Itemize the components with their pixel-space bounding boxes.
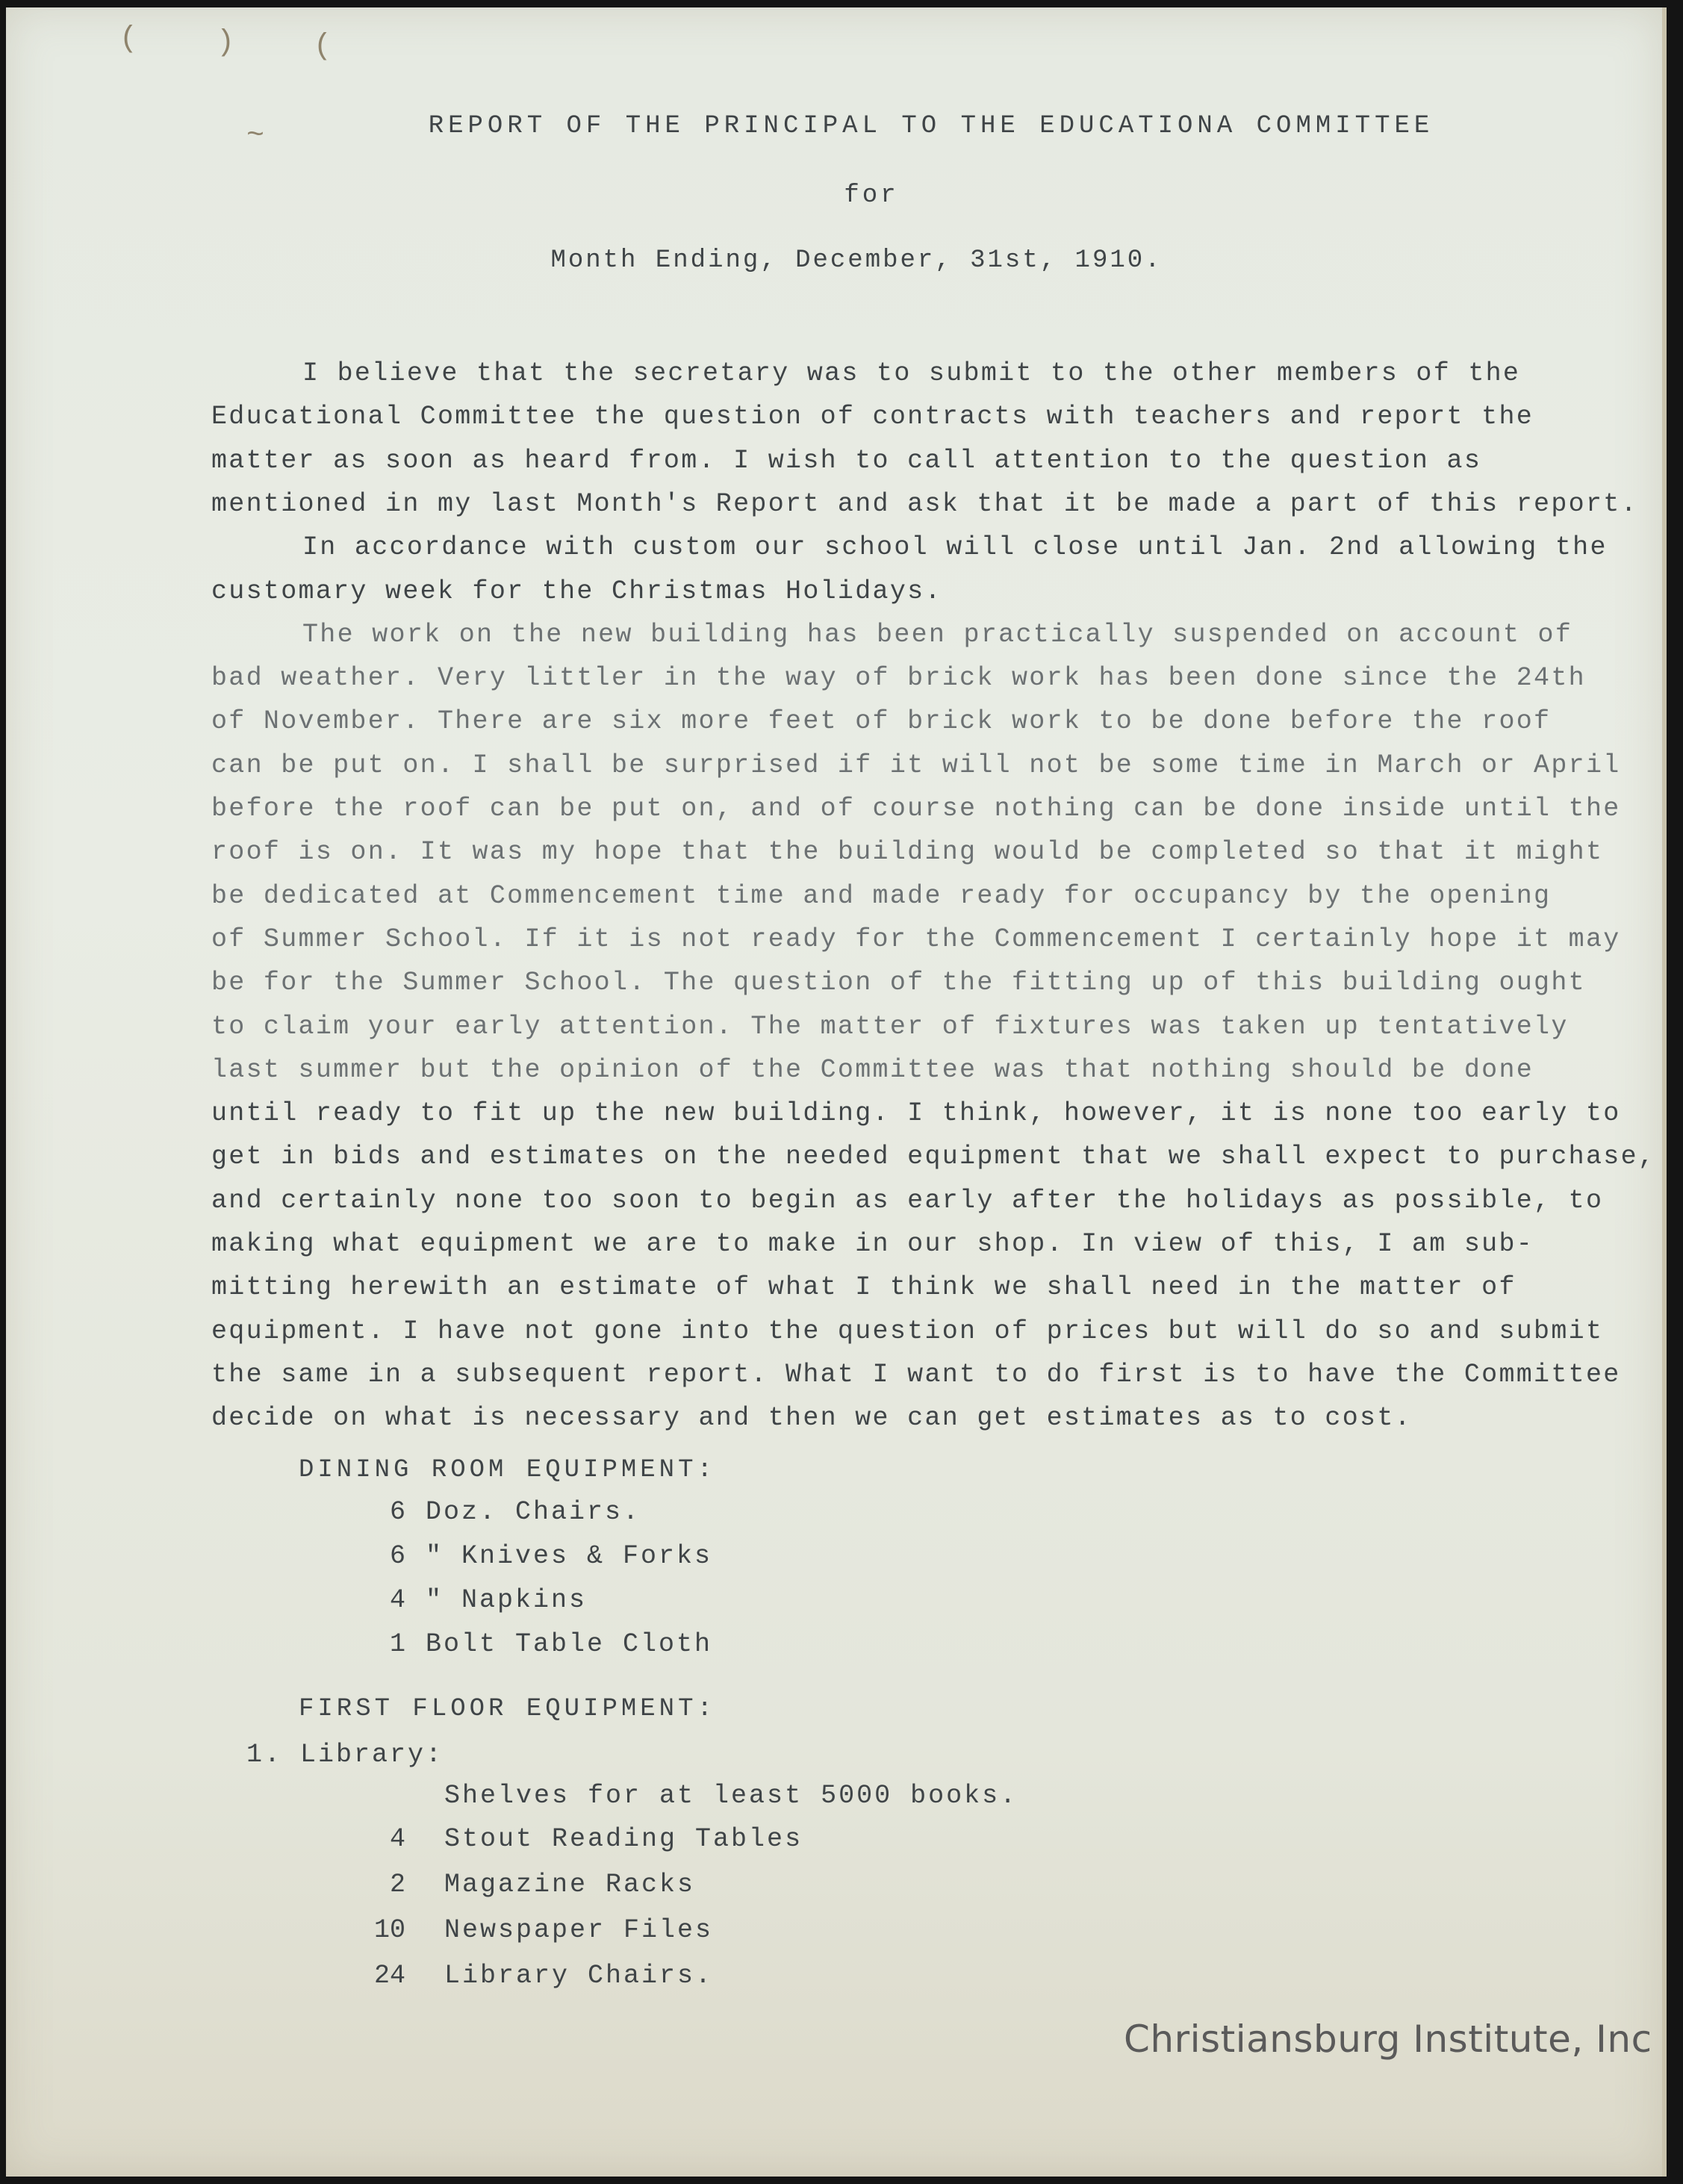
body-line: roof is on. It was my hope that the building would be completed so that it might [211, 837, 1604, 868]
watermark: Christiansburg Institute, Inc [1124, 2017, 1652, 2061]
body-line: be dedicated at Commencement time and made ready for occupancy by the opening [211, 880, 1552, 911]
body-line: the same in a subsequent report. What I want to do first is to have the Committee [211, 1359, 1621, 1390]
handwritten-mark: ~ [246, 119, 265, 153]
item-quantity: 6 [389, 1497, 405, 1527]
body-line: mitting herewith an estimate of what I think we shall need in the matter of [211, 1272, 1516, 1303]
library-shelves: Shelves for at least 5000 books. [444, 1781, 1018, 1811]
item-quantity: 2 [389, 1870, 405, 1900]
body-line: until ready to fit up the new building. I think, however, it is none too early to [211, 1098, 1621, 1129]
document-page [6, 7, 1667, 2177]
body-line: matter as soon as heard from. I wish to call attention to the question as [211, 445, 1482, 476]
body-line: last summer but the opinion of the Committee was that nothing should be done [211, 1054, 1534, 1085]
item-text: Doz. Chairs. [426, 1497, 641, 1527]
first-floor-heading: FIRST FLOOR EQUIPMENT: [299, 1695, 716, 1723]
item-text: " Napkins [426, 1585, 588, 1615]
report-title: REPORT OF THE PRINCIPAL TO THE EDUCATIONA COMMITTEE [428, 112, 1434, 140]
body-line: making what equipment we are to make in our shop. In view of this, I am sub- [211, 1229, 1534, 1259]
item-text: Magazine Racks [444, 1870, 696, 1900]
body-line: customary week for the Christmas Holidays. [211, 576, 942, 606]
body-line: mentioned in my last Month's Report and ask that it be made a part of this report. [211, 488, 1638, 519]
item-quantity: 4 [389, 1824, 405, 1854]
item-text: Library Chairs. [444, 1961, 714, 1991]
body-line: bad weather. Very littler in the way of brick work has been done since the 24th [211, 663, 1586, 694]
library-label: 1. Library: [246, 1740, 444, 1770]
report-month: Month Ending, December, 31st, 1910. [550, 246, 1163, 275]
handwritten-mark: ( [314, 30, 332, 63]
handwritten-mark: ( [119, 22, 138, 56]
item-quantity: 24 [373, 1961, 405, 1991]
body-line: of November. There are six more feet of brick work to be done before the roof [211, 706, 1552, 737]
body-line: be for the Summer School. The question of the fitting up of this building ought [211, 968, 1586, 998]
item-text: Bolt Table Cloth [426, 1629, 713, 1659]
item-quantity: 4 [389, 1585, 405, 1615]
item-text: " Knives & Forks [426, 1541, 713, 1571]
body-line: equipment. I have not gone into the question of prices but will do so and submit [211, 1316, 1604, 1346]
report-for: for [844, 181, 899, 210]
body-line: Educational Committee the question of contracts with teachers and report the [211, 402, 1534, 432]
body-line: decide on what is necessary and then we can get estimates as to cost. [211, 1403, 1412, 1434]
body-line: to claim your early attention. The matter of fixtures was taken up tentatively [211, 1011, 1569, 1042]
body-line: I believe that the secretary was to submit to the other members of the [302, 358, 1521, 388]
body-line: and certainly none too soon to begin as early after the holidays as possible, to [211, 1185, 1604, 1216]
item-quantity: 10 [373, 1915, 405, 1945]
item-text: Newspaper Files [444, 1915, 714, 1945]
dining-heading: DINING ROOM EQUIPMENT: [299, 1456, 716, 1484]
body-line: The work on the new building has been practically suspended on account of [302, 619, 1573, 650]
body-line: In accordance with custom our school will close until Jan. 2nd allowing the [302, 532, 1608, 563]
body-line: get in bids and estimates on the needed equipment that we shall expect to purchase, [211, 1142, 1656, 1172]
item-quantity: 6 [389, 1541, 405, 1571]
handwritten-mark: ) [217, 26, 235, 60]
item-quantity: 1 [389, 1629, 405, 1659]
body-line: before the roof can be put on, and of course nothing can be done inside until the [211, 794, 1621, 824]
body-line: of Summer School. If it is not ready for the Commencement I certainly hope it may [211, 924, 1621, 954]
item-text: Stout Reading Tables [444, 1824, 803, 1854]
body-line: can be put on. I shall be surprised if it will not be some time in March or April [211, 750, 1621, 780]
